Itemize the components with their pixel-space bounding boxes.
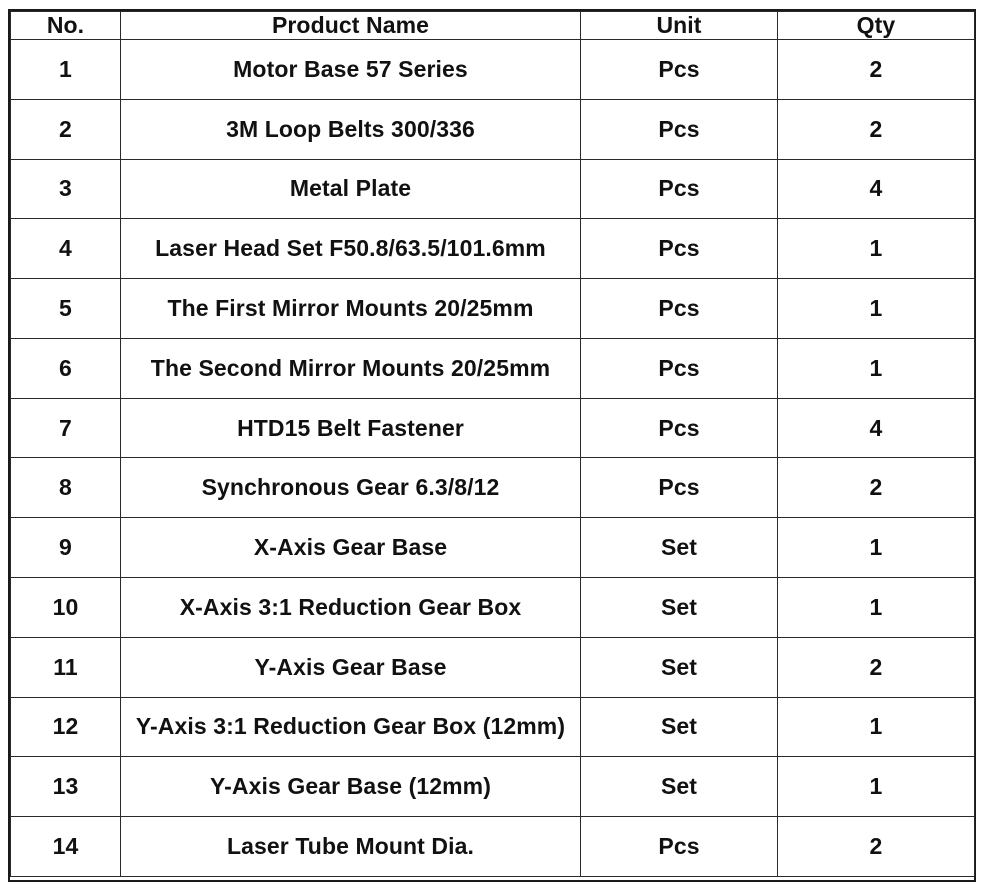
cell-no: 7 bbox=[11, 398, 121, 458]
table-row bbox=[11, 817, 975, 877]
header-qty: Qty bbox=[778, 12, 975, 40]
cell-no: 9 bbox=[11, 518, 121, 578]
cell-unit: Pcs bbox=[581, 219, 778, 279]
cell-product-name: Laser Head Set F50.8/63.5/101.6mm bbox=[121, 219, 581, 279]
cell-no: 13 bbox=[11, 757, 121, 817]
cell-no: 14 bbox=[11, 817, 121, 877]
cell-no: 3 bbox=[11, 159, 121, 219]
header-no: No. bbox=[11, 12, 121, 40]
table-row bbox=[11, 398, 975, 458]
cell-unit: Set bbox=[581, 757, 778, 817]
cell-qty: 1 bbox=[778, 757, 975, 817]
cell-unit: Pcs bbox=[581, 40, 778, 100]
cell-qty: 2 bbox=[778, 99, 975, 159]
table-row bbox=[11, 219, 975, 279]
cell-product-name: 3M Loop Belts 300/336 bbox=[121, 99, 581, 159]
table-row bbox=[11, 697, 975, 757]
cell-no: 6 bbox=[11, 338, 121, 398]
cell-unit: Set bbox=[581, 697, 778, 757]
cell-product-name: X-Axis Gear Base bbox=[121, 518, 581, 578]
cell-qty: 1 bbox=[778, 518, 975, 578]
cell-product-name: HTD15 Belt Fastener bbox=[121, 398, 581, 458]
table-header-row bbox=[11, 12, 975, 40]
table-row bbox=[11, 338, 975, 398]
cell-product-name: Synchronous Gear 6.3/8/12 bbox=[121, 458, 581, 518]
table-row bbox=[11, 757, 975, 817]
cell-no: 1 bbox=[11, 40, 121, 100]
cell-no: 4 bbox=[11, 219, 121, 279]
cell-qty: 4 bbox=[778, 398, 975, 458]
cell-product-name: X-Axis 3:1 Reduction Gear Box bbox=[121, 578, 581, 638]
cell-qty: 4 bbox=[778, 159, 975, 219]
cell-product-name: Metal Plate bbox=[121, 159, 581, 219]
cell-qty: 1 bbox=[778, 338, 975, 398]
cell-qty: 1 bbox=[778, 697, 975, 757]
cell-qty: 1 bbox=[778, 279, 975, 339]
table-row bbox=[11, 518, 975, 578]
table-row bbox=[11, 637, 975, 697]
cell-product-name: Y-Axis Gear Base bbox=[121, 637, 581, 697]
table-row bbox=[11, 578, 975, 638]
cell-unit: Pcs bbox=[581, 338, 778, 398]
cell-product-name: Motor Base 57 Series bbox=[121, 40, 581, 100]
cell-qty: 2 bbox=[778, 40, 975, 100]
table-row bbox=[11, 40, 975, 100]
table-row bbox=[11, 99, 975, 159]
cell-no: 10 bbox=[11, 578, 121, 638]
cell-unit: Set bbox=[581, 518, 778, 578]
cell-product-name: Laser Tube Mount Dia. bbox=[121, 817, 581, 877]
cell-product-name: The Second Mirror Mounts 20/25mm bbox=[121, 338, 581, 398]
cell-no: 8 bbox=[11, 458, 121, 518]
table-row bbox=[11, 279, 975, 339]
cell-qty: 1 bbox=[778, 578, 975, 638]
cell-unit: Pcs bbox=[581, 279, 778, 339]
cell-unit: Pcs bbox=[581, 159, 778, 219]
cell-no: 12 bbox=[11, 697, 121, 757]
cell-no: 5 bbox=[11, 279, 121, 339]
cell-unit: Pcs bbox=[581, 817, 778, 877]
cell-qty: 1 bbox=[778, 219, 975, 279]
header-unit: Unit bbox=[581, 12, 778, 40]
parts-list-table bbox=[10, 11, 975, 877]
cell-qty: 2 bbox=[778, 637, 975, 697]
cell-product-name: Y-Axis Gear Base (12mm) bbox=[121, 757, 581, 817]
header-product-name: Product Name bbox=[121, 12, 581, 40]
cell-qty: 2 bbox=[778, 458, 975, 518]
cell-unit: Pcs bbox=[581, 398, 778, 458]
cell-no: 11 bbox=[11, 637, 121, 697]
cell-unit: Pcs bbox=[581, 458, 778, 518]
cell-product-name: Y-Axis 3:1 Reduction Gear Box (12mm) bbox=[121, 697, 581, 757]
table-row bbox=[11, 458, 975, 518]
table-row bbox=[11, 159, 975, 219]
cell-no: 2 bbox=[11, 99, 121, 159]
cell-unit: Pcs bbox=[581, 99, 778, 159]
cell-unit: Set bbox=[581, 578, 778, 638]
cell-unit: Set bbox=[581, 637, 778, 697]
cell-qty: 2 bbox=[778, 817, 975, 877]
cell-product-name: The First Mirror Mounts 20/25mm bbox=[121, 279, 581, 339]
